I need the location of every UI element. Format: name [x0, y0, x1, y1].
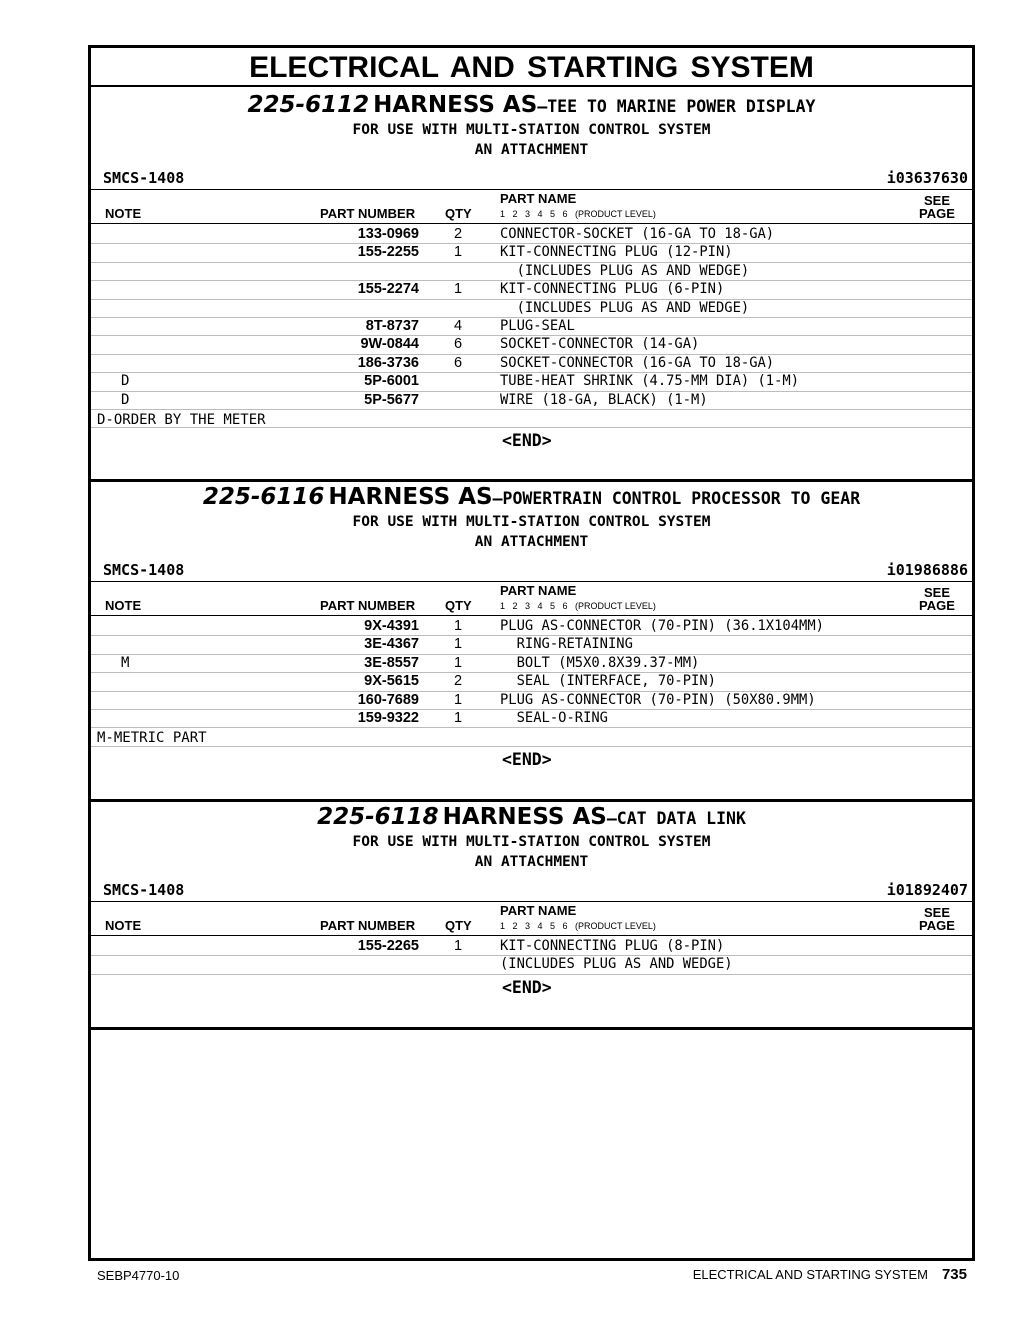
row-rule [91, 427, 972, 428]
illustration-ref: i01892407 [886, 881, 968, 899]
attachment-line: AN ATTACHMENT [474, 142, 589, 158]
table-row [91, 280, 972, 298]
table-row [91, 335, 972, 353]
table-row [91, 672, 972, 690]
col-header-part-number: PART NUMBER [320, 918, 416, 933]
smcs-code: SMCS-1408 [103, 561, 185, 579]
row-part-number: 8T-8737 [365, 318, 419, 334]
page-title: ELECTRICAL AND STARTING SYSTEM [91, 48, 972, 87]
table-row [91, 372, 972, 390]
section-heading [91, 92, 972, 118]
col-header-note: NOTE [105, 206, 142, 221]
row-qty: 1 [453, 691, 463, 708]
row-part-name: SOCKET-CONNECTOR (14-GA) [500, 336, 700, 353]
header-bottom-rule [91, 223, 972, 224]
section-footnote: M-METRIC PART [97, 730, 207, 746]
col-header-product-levels: 1 2 3 4 5 6 (PRODUCT LEVEL) [500, 601, 656, 611]
col-header-page: PAGE [919, 918, 955, 933]
row-qty: 4 [453, 318, 463, 334]
col-header-qty: QTY [445, 206, 472, 221]
row-qty: 6 [453, 354, 463, 371]
row-qty: 1 [453, 710, 463, 726]
footer-right [693, 1266, 967, 1283]
end-marker: <END> [502, 431, 552, 450]
col-header-product-levels: 1 2 3 4 5 6 (PRODUCT LEVEL) [500, 209, 656, 219]
row-part-name: (INCLUDES PLUG AS AND WEDGE) [500, 299, 750, 316]
header-top-rule [91, 189, 972, 190]
row-part-name: SEAL (INTERFACE, 70-PIN) [500, 673, 716, 690]
col-header-page: PAGE [919, 598, 955, 613]
col-header-part-number: PART NUMBER [320, 206, 416, 221]
row-part-name: WIRE (18-GA, BLACK) (1-M) [500, 391, 708, 408]
row-part-number: 3E-4367 [364, 636, 419, 653]
end-marker: <END> [502, 750, 552, 769]
col-header-note: NOTE [105, 918, 142, 933]
table-row [91, 225, 972, 243]
col-header-note: NOTE [105, 598, 142, 613]
row-part-number: 155-2274 [357, 281, 419, 298]
row-part-name: TUBE-HEAT SHRINK (4.75-MM DIA) (1-M) [500, 373, 800, 390]
part-number-heading: 225-6118 [317, 804, 439, 830]
illustration-ref: i01986886 [886, 561, 968, 579]
part-number-heading: 225-6112 [247, 92, 370, 118]
row-part-number: 3E-8557 [364, 654, 419, 671]
row-qty: 1 [453, 636, 463, 653]
table-row [91, 617, 972, 635]
col-header-part-name: PART NAME [500, 903, 577, 918]
col-header-see: SEE [924, 193, 951, 208]
row-part-number: 9X-5615 [364, 673, 419, 690]
row-part-number: 9W-0844 [360, 336, 419, 353]
section-heading [91, 804, 972, 830]
table-row [91, 354, 972, 372]
assembly-name: HARNESS AS [442, 804, 607, 830]
smcs-code: SMCS-1408 [103, 169, 185, 187]
row-qty: 1 [453, 938, 463, 954]
col-header-page: PAGE [919, 206, 955, 221]
part-number-heading: 225-6116 [202, 484, 325, 510]
row-note: D [121, 391, 130, 408]
row-part-name: KIT-CONNECTING PLUG (12-PIN) [500, 244, 733, 261]
row-part-number: 5P-6001 [364, 373, 419, 390]
header-bottom-rule [91, 935, 972, 936]
col-header-part-number: PART NUMBER [320, 598, 416, 613]
header-top-rule [91, 581, 972, 582]
table-row [91, 262, 972, 280]
row-qty: 6 [453, 336, 463, 353]
col-header-product-levels: 1 2 3 4 5 6 (PRODUCT LEVEL) [500, 921, 656, 931]
row-qty: 1 [453, 281, 463, 298]
attachment-line: AN ATTACHMENT [474, 854, 589, 870]
row-qty: 2 [453, 226, 463, 242]
table-row [91, 709, 972, 727]
row-qty: 1 [453, 618, 463, 634]
table-row [91, 391, 972, 409]
col-header-qty: QTY [445, 918, 472, 933]
section-footnote: D-ORDER BY THE METER [97, 412, 266, 428]
row-rule [91, 746, 972, 747]
header-top-rule [91, 901, 972, 902]
assembly-description: –TEE TO MARINE POWER DISPLAY [537, 97, 816, 116]
row-part-number: 9X-4391 [364, 618, 419, 634]
col-header-qty: QTY [445, 598, 472, 613]
table-row [91, 243, 972, 261]
table-row [91, 955, 972, 973]
row-part-name: (INCLUDES PLUG AS AND WEDGE) [500, 262, 750, 279]
row-qty: 2 [453, 673, 463, 690]
smcs-code: SMCS-1408 [103, 881, 185, 899]
row-rule [91, 727, 972, 728]
row-qty: 1 [453, 654, 463, 671]
footer-section: ELECTRICAL AND STARTING SYSTEM [692, 1267, 928, 1282]
row-part-name: KIT-CONNECTING PLUG (6-PIN) [500, 281, 725, 298]
row-note: M [121, 654, 130, 671]
col-header-see: SEE [924, 905, 951, 920]
row-rule [91, 974, 972, 975]
table-row [91, 937, 972, 955]
row-part-number: 186-3736 [357, 354, 419, 371]
table-row [91, 299, 972, 317]
table-row [91, 317, 972, 335]
illustration-ref: i03637630 [886, 169, 968, 187]
row-part-name: BOLT (M5X0.8X39.37-MM) [500, 654, 700, 671]
end-marker: <END> [502, 978, 552, 997]
usage-line: FOR USE WITH MULTI-STATION CONTROL SYSTEM [352, 122, 711, 138]
col-header-see: SEE [924, 585, 951, 600]
row-part-number: 133-0969 [357, 226, 419, 242]
row-part-name: PLUG AS-CONNECTOR (70-PIN) (36.1X104MM) [500, 618, 824, 634]
section-divider [91, 1027, 972, 1030]
footer-doc-id: SEBP4770-10 [97, 1268, 180, 1283]
assembly-description: –POWERTRAIN CONTROL PROCESSOR TO GEAR [492, 489, 861, 508]
parts-sheet [88, 45, 975, 1261]
harness-section [91, 800, 972, 1027]
footer-page-number: 735 [941, 1266, 967, 1283]
table-row [91, 654, 972, 672]
col-header-part-name: PART NAME [500, 583, 577, 598]
header-bottom-rule [91, 615, 972, 616]
row-part-name: RING-RETAINING [500, 636, 633, 653]
row-part-name: PLUG AS-CONNECTOR (70-PIN) (50X80.9MM) [500, 691, 816, 708]
row-part-number: 160-7689 [357, 691, 419, 708]
row-part-number: 155-2265 [357, 938, 419, 954]
assembly-name: HARNESS AS [328, 484, 493, 510]
row-part-number: 155-2255 [357, 244, 419, 261]
row-note: D [121, 373, 130, 390]
attachment-line: AN ATTACHMENT [474, 534, 589, 550]
row-part-name: (INCLUDES PLUG AS AND WEDGE) [500, 956, 733, 973]
row-part-name: SOCKET-CONNECTOR (16-GA TO 18-GA) [500, 354, 775, 371]
harness-section [91, 480, 972, 799]
usage-line: FOR USE WITH MULTI-STATION CONTROL SYSTEM [352, 514, 711, 530]
assembly-name: HARNESS AS [373, 92, 538, 118]
row-part-name: CONNECTOR-SOCKET (16-GA TO 18-GA) [500, 226, 775, 242]
assembly-description: –CAT DATA LINK [606, 809, 746, 828]
row-rule [91, 409, 972, 410]
row-part-number: 159-9322 [357, 710, 419, 726]
table-row [91, 635, 972, 653]
row-part-name: KIT-CONNECTING PLUG (8-PIN) [500, 938, 725, 954]
table-row [91, 691, 972, 709]
row-part-number: 5P-5677 [364, 391, 419, 408]
col-header-part-name: PART NAME [500, 191, 577, 206]
row-part-name: PLUG-SEAL [500, 318, 575, 334]
row-qty: 1 [453, 244, 463, 261]
usage-line: FOR USE WITH MULTI-STATION CONTROL SYSTEM [352, 834, 711, 850]
harness-section [91, 88, 972, 479]
section-heading [91, 484, 972, 510]
row-part-name: SEAL-O-RING [500, 710, 608, 726]
